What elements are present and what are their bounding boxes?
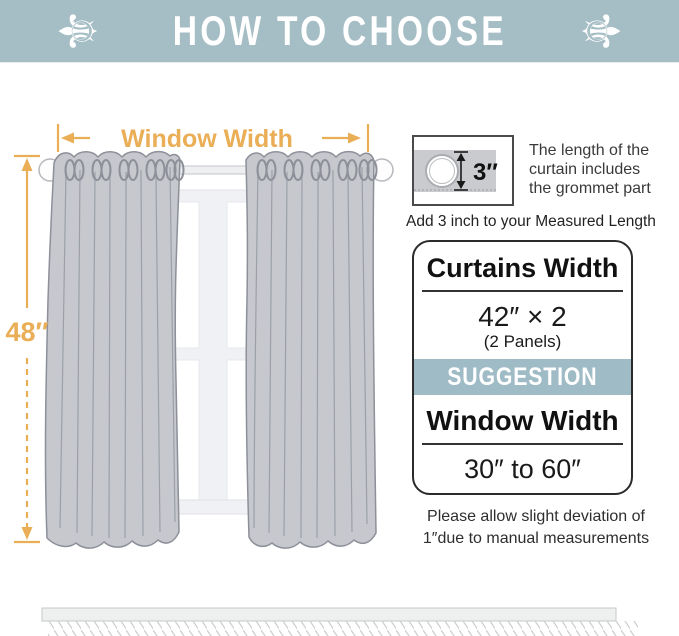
add-length-note: Add 3 inch to your Measured Length	[406, 213, 656, 230]
grommet-diagram	[412, 135, 514, 206]
header-banner	[0, 0, 679, 63]
page-title: HOW TO CHOOSE	[172, 7, 507, 54]
floor	[42, 608, 638, 636]
floor-hatching	[48, 621, 638, 636]
window-width-label: Window Width	[121, 125, 293, 153]
divider	[422, 443, 623, 445]
fleur-de-lis-icon: ⚜	[50, 7, 109, 55]
grommet-note-line: the grommet part	[529, 180, 651, 197]
divider	[422, 290, 623, 292]
window-width-title: Window Width	[426, 405, 619, 436]
window-width-value: 30″ to 60″	[464, 454, 581, 484]
deviation-footnote	[402, 506, 670, 550]
curtains-width-title: Curtains Width	[426, 253, 619, 283]
sizing-info-box	[412, 240, 633, 495]
footnote-line: Please allow slight deviation of	[427, 508, 645, 525]
curtain-length-measure	[14, 156, 40, 542]
grommet-note-line: curtain includes	[529, 161, 641, 178]
curtains-width-value: 42″ × 2	[478, 301, 567, 332]
grommet-measure-label: 3″	[473, 159, 498, 186]
curtain-length-label: 48″	[5, 317, 49, 347]
grommet-icon	[426, 155, 458, 187]
suggestion-banner	[414, 359, 631, 395]
suggestion-label: SUGGESTION	[447, 363, 598, 391]
curtain-panel-left	[45, 152, 183, 549]
fleur-de-lis-icon: ⚜	[570, 7, 629, 55]
curtains-panels-note: (2 Panels)	[483, 332, 562, 351]
footnote-line: 1″due to manual measurements	[422, 530, 650, 547]
grommet-note-line: The length of the	[529, 142, 650, 159]
curtain-panel-right	[246, 152, 377, 549]
grommet-note	[529, 141, 679, 198]
